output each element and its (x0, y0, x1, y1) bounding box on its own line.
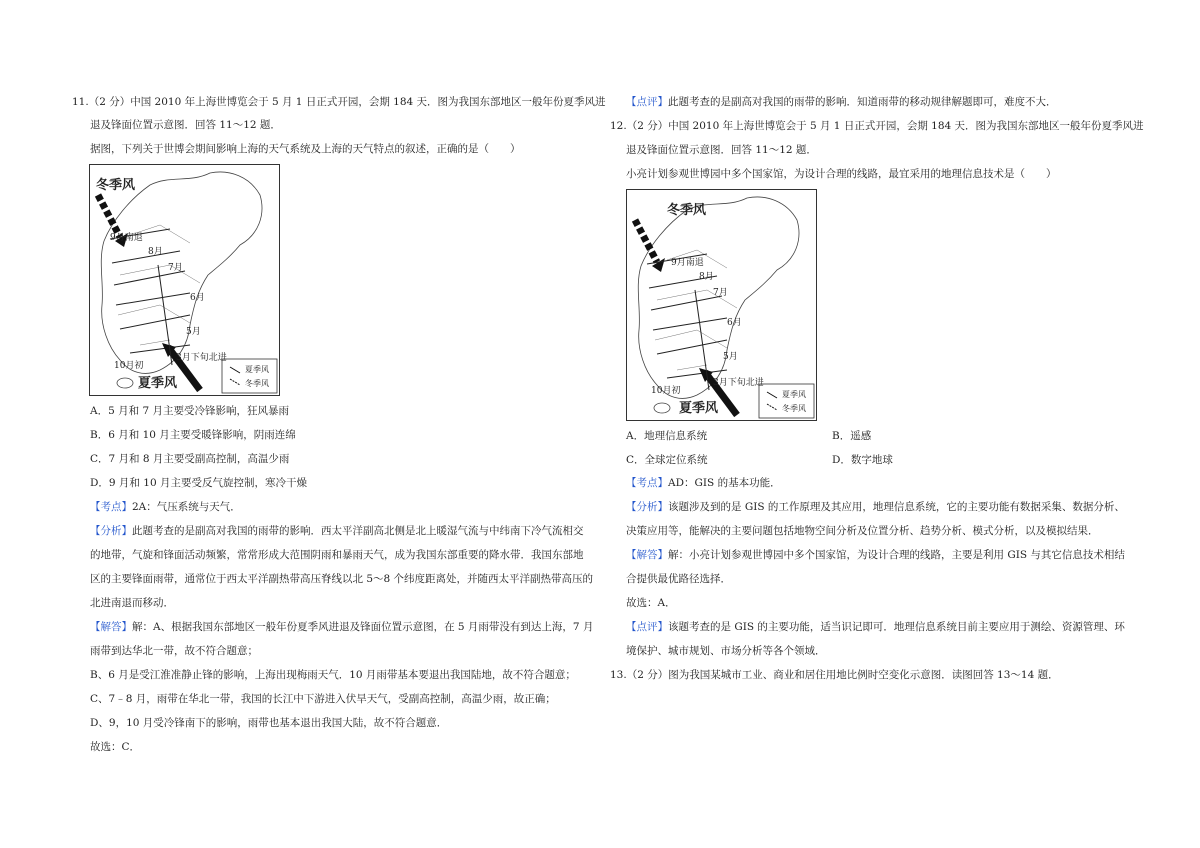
legend-summer: 夏季风 (782, 390, 806, 399)
q12-option-b: B．遥感 (832, 430, 872, 442)
map-winter-label: 冬季风 (96, 178, 136, 193)
map-mar-label: 3月下旬北进 (176, 353, 227, 363)
map-jun-label: 6月 (727, 318, 742, 328)
map-oct-label: 10月初 (651, 386, 681, 396)
kaodian-tag: 【考点】 (90, 501, 132, 513)
kaodian-tag: 【考点】 (626, 477, 668, 489)
q12-jieda (626, 548, 1125, 562)
dianping-text-1: 该题考查的是 GIS 的主要功能，适当识记即可．地理信息系统目前主要应用于测绘、资源管理、环 (668, 621, 1125, 633)
q11-dianping (626, 95, 1057, 109)
q11-line2: 退及锋面位置示意图．回答 11～12 题． (90, 119, 281, 131)
jieda-text-6: 故选：C． (90, 741, 141, 753)
map-sep-label: 9月南退 (671, 258, 704, 268)
q12-fenxi (626, 500, 1125, 514)
kaodian-text: AD：GIS 的基本功能． (668, 477, 781, 489)
q11-option-d: D．9 月和 10 月主要受反气旋控制，寒冷干燥 (90, 477, 307, 489)
fenxi-tag: 【分析】 (626, 501, 668, 513)
q11-stem: 据图，下列关于世博会期间影响上海的天气系统及上海的天气特点的叙述，正确的是（ ） (90, 143, 521, 155)
q12-line1: 12.（2 分）中国 2010 年上海世博览会于 5 月 1 日正式开园，会期 184 天．图为我国东部地区一般年份夏季风进 (610, 120, 1144, 132)
jieda-text-2: 雨带到达华北一带，故不符合题意； (90, 645, 258, 657)
monsoon-map-left (89, 164, 280, 396)
map-jul-label: 7月 (168, 263, 183, 273)
q12-option-c: C．全球定位系统 (626, 454, 708, 466)
q12-option-d: D．数字地球 (832, 454, 893, 466)
map-summer-label: 夏季风 (679, 401, 719, 416)
q11-kaodian (90, 500, 241, 514)
jieda-text-1: 解：小亮计划参观世博园中多个国家馆，为设计合理的线路，主要是利用 GIS 与其它信息技术相结 (668, 549, 1125, 561)
q12-line2: 退及锋面位置示意图．回答 11～12 题． (626, 144, 817, 156)
q12-option-a: A．地理信息系统 (626, 430, 708, 442)
fenxi-text-1: 此题考查的是副高对我国的雨带的影响．西太平洋副高北侧是北上暖湿气流与中纬南下冷气流相交 (132, 525, 584, 537)
q13-line: 13.（2 分）图为我国某城市工业、商业和居住用地比例时空变化示意图．读图回答 13～14 题． (610, 669, 1059, 681)
q11-fenxi (90, 524, 584, 538)
jieda-tag: 【解答】 (626, 549, 668, 561)
jieda-text-3: B、6 月是受江淮准静止锋的影响，上海出现梅雨天气．10 月雨带基本要退出我国陆地，故不符合题意； (90, 669, 576, 681)
fenxi-tag: 【分析】 (90, 525, 132, 537)
q12-dianping (626, 620, 1125, 634)
jieda-text-3: 故选：A． (626, 597, 676, 609)
map-jun-label: 6月 (190, 293, 205, 303)
dianping-text-2: 境保护、城市规划、市场分析等各个领域． (626, 645, 826, 657)
map-summer-label: 夏季风 (138, 376, 178, 391)
legend-winter: 冬季风 (782, 404, 806, 413)
map-aug-label: 8月 (699, 272, 714, 282)
jieda-text-2: 合提供最优路径选择． (626, 573, 731, 585)
kaodian-text: 2A：气压系统与天气． (132, 501, 241, 513)
map-may-label: 5月 (186, 327, 201, 337)
fenxi-text-2: 决策应用等，能解决的主要问题包括地物空间分析及位置分析、趋势分析、模式分析，以及模拟结果． (626, 525, 1099, 537)
dianping-text: 此题考查的是副高对我国的雨带的影响．知道雨带的移动规律解题即可，难度不大． (668, 96, 1057, 108)
q12-stem: 小亮计划参观世博园中多个国家馆，为设计合理的线路，最宜采用的地理信息技术是（ ） (626, 168, 1057, 180)
map-oct-label: 10月初 (114, 361, 144, 371)
q11-line1: 11.（2 分）中国 2010 年上海世博览会于 5 月 1 日正式开园，会期 184 天．图为我国东部地区一般年份夏季风进 (72, 96, 606, 108)
fenxi-text-2: 的地带，气旋和锋面活动频繁，常常形成大范围阴雨和暴雨天气，成为我国东部重要的降水带．我国东部地 (90, 549, 584, 561)
map-winter-label: 冬季风 (667, 203, 707, 218)
legend-summer: 夏季风 (245, 365, 269, 374)
fenxi-text-4: 北进南退而移动． (90, 597, 174, 609)
legend-winter: 冬季风 (245, 379, 269, 388)
q11-jieda (90, 620, 593, 634)
map-may-label: 5月 (723, 352, 738, 362)
map-sep-label: 9月南退 (110, 233, 143, 243)
jieda-text-5: D、9，10 月受冷锋南下的影响，雨带也基本退出我国大陆，故不符合题意． (90, 717, 448, 729)
q11-option-a: A．5 月和 7 月主要受冷锋影响，狂风暴雨 (90, 405, 289, 417)
jieda-text-1: 解：A、根据我国东部地区一般年份夏季风进退及锋面位置示意图，在 5 月雨带没有到达上海，7 月 (132, 621, 594, 633)
jieda-text-4: C、7﹣8 月，雨带在华北一带，我国的长江中下游进入伏旱天气，受副高控制，高温少雨，故正确； (90, 693, 556, 705)
dianping-tag: 【点评】 (626, 621, 668, 633)
q11-option-c: C．7 月和 8 月主要受副高控制，高温少雨 (90, 453, 290, 465)
fenxi-text-1: 该题涉及到的是 GIS 的工作原理及其应用，地理信息系统，它的主要功能有数据采集、数据分析、 (668, 501, 1125, 513)
q12-kaodian (626, 476, 781, 490)
q11-option-b: B．6 月和 10 月主要受暖锋影响，阴雨连绵 (90, 429, 296, 441)
jieda-tag: 【解答】 (90, 621, 132, 633)
dianping-tag: 【点评】 (626, 96, 668, 108)
map-aug-label: 8月 (148, 247, 163, 257)
monsoon-map-right (626, 189, 817, 421)
map-mar-label: 3月下旬北进 (713, 378, 764, 388)
fenxi-text-3: 区的主要锋面雨带，通常位于西太平洋副热带高压脊线以北 5～8 个纬度距离处，并随西太平洋副热带高压的 (90, 573, 594, 585)
map-jul-label: 7月 (713, 288, 728, 298)
